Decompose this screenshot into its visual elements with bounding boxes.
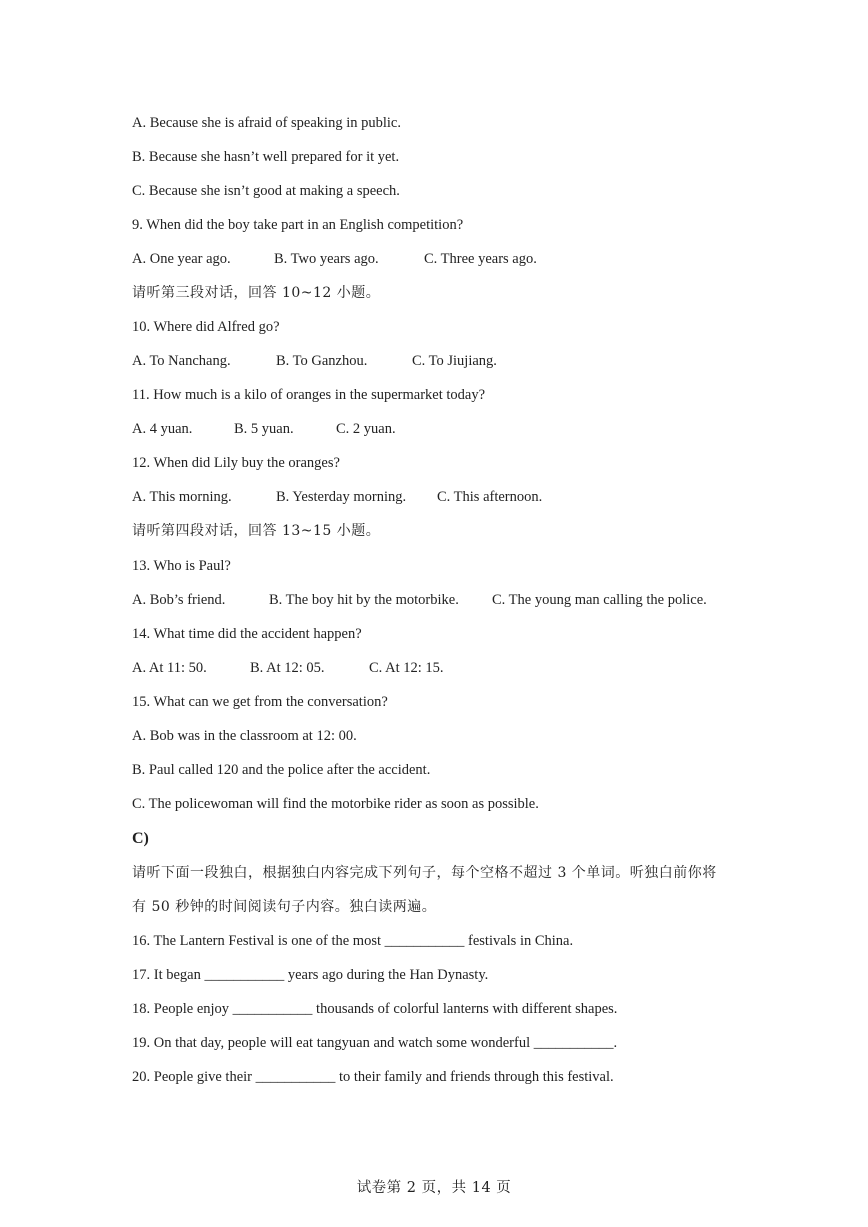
q15-option-a: A. Bob was in the classroom at 12: 00. <box>132 728 357 744</box>
q14-question: 14. What time did the accident happen? <box>132 626 362 642</box>
q9-option-a: A. One year ago. <box>132 251 231 267</box>
q8-option-c: C. Because she isn’t good at making a speech. <box>132 183 400 199</box>
fill-in-19: 19. On that day, people will eat tangyuan and watch some wonderful ___________. <box>132 1035 618 1051</box>
q10-option-c: C. To Jiujiang. <box>412 353 497 369</box>
q12-option-b: B. Yesterday morning. <box>276 489 407 505</box>
q14-option-b: B. At 12: 05. <box>250 660 325 676</box>
q11-option-b: B. 5 yuan. <box>234 421 294 437</box>
q12-option-c: C. This afternoon. <box>437 489 543 505</box>
q9-question: 9. When did the boy take part in an English competition? <box>132 217 464 233</box>
section-c-heading: C) <box>132 830 149 847</box>
fill-in-20: 20. People give their ___________ to their family and friends through this festival. <box>132 1069 614 1085</box>
q11-option-c: C. 2 yuan. <box>336 421 396 437</box>
q11-question: 11. How much is a kilo of oranges in the supermarket today? <box>132 387 486 403</box>
q13-option-b: B. The boy hit by the motorbike. <box>269 592 459 608</box>
instruction-part4: 请听第四段对话，回答 13~15 小题。 <box>132 523 381 539</box>
q9-option-c: C. Three years ago. <box>424 251 537 267</box>
section-c-instruction-line1: 请听下面一段独白，根据独白内容完成下列句子，每个空格不超过 3 个单词。听独白前你将 <box>132 865 717 881</box>
page-footer: 试卷第 2 页，共 14 页 <box>356 1180 512 1196</box>
fill-in-18: 18. People enjoy ___________ thousands of colorful lanterns with different shapes. <box>132 1001 618 1017</box>
q13-option-c: C. The young man calling the police. <box>492 592 707 608</box>
q15-question: 15. What can we get from the conversation? <box>132 694 388 710</box>
q13-option-a: A. Bob’s friend. <box>132 592 226 608</box>
q10-option-a: A. To Nanchang. <box>132 353 231 369</box>
q11-option-a: A. 4 yuan. <box>132 421 193 437</box>
instruction-part3: 请听第三段对话，回答 10~12 小题。 <box>132 285 381 301</box>
q15-option-b: B. Paul called 120 and the police after the accident. <box>132 762 431 778</box>
fill-in-17: 17. It began ___________ years ago during the Han Dynasty. <box>132 967 489 983</box>
q12-option-a: A. This morning. <box>132 489 232 505</box>
q8-option-a: A. Because she is afraid of speaking in public. <box>132 115 401 131</box>
q14-option-c: C. At 12: 15. <box>369 660 444 676</box>
q13-question: 13. Who is Paul? <box>132 558 231 574</box>
q14-option-a: A. At 11: 50. <box>132 660 207 676</box>
q8-option-b: B. Because she hasn’t well prepared for it yet. <box>132 149 400 165</box>
q9-option-b: B. Two years ago. <box>274 251 379 267</box>
q10-option-b: B. To Ganzhou. <box>276 353 368 369</box>
q12-question: 12. When did Lily buy the oranges? <box>132 455 340 471</box>
section-c-instruction-line2: 有 50 秒钟的时间阅读句子内容。独白读两遍。 <box>132 899 437 915</box>
q15-option-c: C. The policewoman will find the motorbike rider as soon as possible. <box>132 796 539 812</box>
q10-question: 10. Where did Alfred go? <box>132 319 280 335</box>
fill-in-16: 16. The Lantern Festival is one of the most ___________ festivals in China. <box>132 933 574 949</box>
